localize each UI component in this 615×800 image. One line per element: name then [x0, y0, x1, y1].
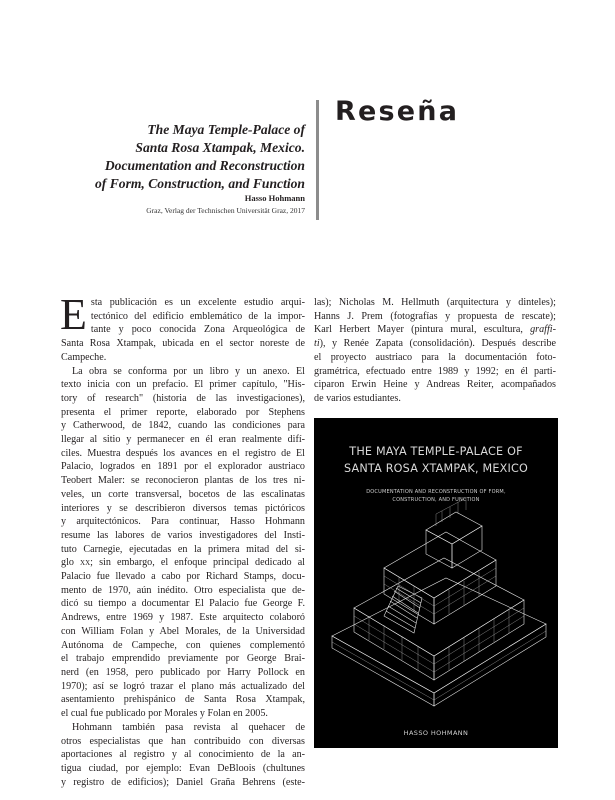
text-line: Hohmann también pasa revista al quehacer de — [72, 721, 305, 733]
text-line: Hanns J. Prem (fotografías y propuesta de rescate); — [314, 310, 556, 322]
paragraph-1 — [60, 290, 305, 365]
text-line: dicó su tiempo a documentar El Palacio fue George F. — [61, 598, 305, 610]
text-line: Karl Herbert Mayer (pintura mural, escultura, graffi- — [314, 324, 556, 336]
text-line: tectónico del edificio emblemático de la impor- — [90, 310, 305, 322]
text-line: gramétrica, efectuado entre 1989 y 1992; en él parti- — [314, 365, 556, 377]
text-line: 1970); así se logró trazar el plano más actualizado del — [61, 680, 305, 692]
text-line: texto inicia con un prefacio. El primer capítulo, "His- — [61, 379, 305, 391]
text-line: Campeche. — [61, 351, 107, 363]
text-line: y Catherwood, de 1842, cuando las condiciones para — [61, 420, 305, 432]
text-line: el cual fue publicado por Morales y Folan en 2005. — [61, 708, 268, 720]
right-column — [314, 296, 556, 406]
text-line: tante y poco conocida Zona Arqueológica de — [90, 324, 305, 336]
text-line: tuto Carnegie, ejecutadas en la primera mitad del si- — [61, 543, 305, 555]
text-line: y arquitectónicos. Para continuar, Hasso Hohmann — [61, 516, 305, 528]
text-line: ciparon Erwin Heine y Andreas Reiter, acompañados — [314, 379, 556, 391]
cover-subtitle-line: DOCUMENTATION AND RECONSTRUCTION OF FORM, — [366, 489, 506, 495]
text-line: Palacio, logrados en 1891 por el explorador austriaco — [61, 461, 305, 473]
text-line: Autónoma de Campeche, con quienes complementó — [61, 639, 305, 651]
text-line: asentamiento prehispánico de Santa Rosa Xtampak, — [61, 694, 305, 706]
text-line: con William Folan y Abel Morales, de la Universidad — [61, 625, 305, 637]
text-line: resume las labores de varios investigadores del Insti- — [61, 529, 305, 541]
text-line: el trabajo emprendido previamente por George Brai- — [61, 653, 305, 665]
text-line: y registro de edificios); Daniel Graña Behrens (este- — [61, 776, 305, 788]
text-line: de varios estudiantes. — [314, 392, 401, 404]
book-title-line: of Form, Construction, and Function — [94, 176, 305, 191]
text-line: Santa Rosa Xtampak, ubicada en el sector noreste de — [61, 338, 305, 350]
text-line: La obra se conforma por un libro y un anexo. El — [72, 365, 305, 377]
paragraph-3 — [61, 721, 305, 790]
text-line: glo xx; sin embargo, el enfoque principal dedicado al — [61, 557, 305, 569]
book-title-line: Santa Rosa Xtampak, Mexico. — [135, 140, 305, 155]
text-line: las); Nicholas M. Hellmuth (arquitectura y dinteles); — [314, 297, 556, 308]
text-line: Teobert Maler: se reconocieron plantas de los tres ni- — [61, 475, 305, 487]
text-line: veles, un corte transversal, bocetos de las escalinatas — [61, 488, 305, 500]
section-title: Reseña — [335, 96, 460, 127]
text-line: tigua ciudad, por ejemplo: Evan DeBloois (chultunes — [61, 762, 305, 774]
header-divider — [316, 100, 319, 220]
text-line: Palacio fue llevado a cabo por Richard Stamps, docu- — [61, 571, 305, 583]
cover-title-line: SANTA ROSA XTAMPAK, MEXICO — [344, 462, 528, 475]
temple-wireframe-illustration — [314, 418, 558, 748]
book-cover-image — [314, 418, 558, 748]
text-line: Andrews, entre 1969 y 1987. Este arquitecto colaboró — [61, 612, 305, 624]
book-title-line: The Maya Temple-Palace of — [147, 122, 305, 137]
paragraph-2 — [61, 365, 305, 721]
paragraph-continued — [314, 296, 556, 406]
book-title — [35, 121, 305, 193]
drop-cap: E — [60, 290, 87, 339]
text-line: mento de 1970, aún inédito. Otro especialista que de- — [61, 584, 305, 596]
text-line: tory of research" (historia de las investigaciones), — [61, 392, 305, 404]
cover-subtitle-line: CONSTRUCTION, AND FUNCTION — [392, 497, 480, 503]
text-line: presenta el primer reporte, elaborado por Stephens — [61, 406, 305, 418]
text-line: ciles. Muestra después los avances en el registro de El — [61, 447, 305, 459]
text-line: sta publicación es un excelente estudio arqui- — [90, 297, 305, 308]
text-line: interiores y se describieron diversos temas pictóricos — [61, 502, 305, 514]
text-line: ti), y Renée Zapata (consolidación). Después describe — [314, 338, 556, 350]
book-publication: Graz, Verlag der Technischen Universität Graz, 2017 — [146, 206, 305, 215]
text-line: nerd (en 1958, pero publicado por Harry Pollock en — [61, 666, 305, 678]
text-line: llegar al sitio y permanecer en él eran realmente difí- — [61, 434, 305, 446]
book-author: Hasso Hohmann — [244, 193, 305, 203]
text-line: otros especialistas que han contribuido con diversas — [61, 735, 305, 747]
cover-author: HASSO HOHMANN — [403, 729, 469, 737]
left-column — [60, 290, 305, 789]
text-line: el proyecto austriaco para la documentación foto- — [314, 351, 556, 363]
book-title-line: Documentation and Reconstruction — [104, 158, 305, 173]
cover-title-line: THE MAYA TEMPLE-PALACE OF — [349, 445, 523, 458]
text-line: aportaciones al registro y al conocimiento de la an- — [61, 749, 305, 761]
